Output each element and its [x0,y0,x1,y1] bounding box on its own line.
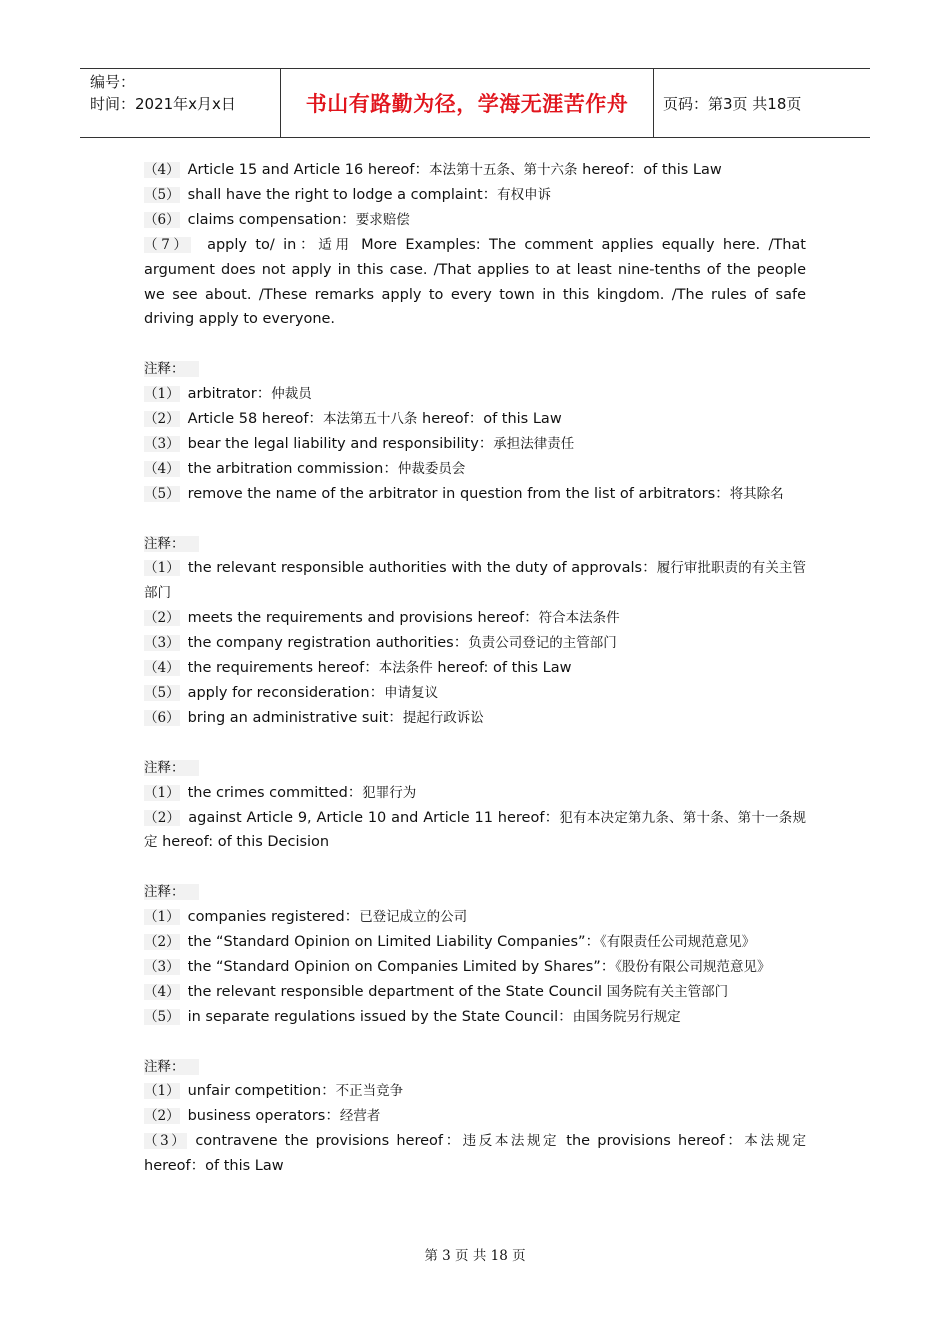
list-item: （5） remove the name of the arbitrator in question from the list of arbitrators：将其除名 [144,485,784,502]
header-motto: 书山有路勤为径，学海无涯苦作舟 [305,91,629,116]
page-footer: 第 3 页 共 18 页 [424,1248,526,1264]
note-heading: 注释： [144,756,806,781]
note-heading: 注释： [144,532,806,557]
header-motto-cell [281,69,654,137]
note-heading: 注释： [144,357,806,382]
list-item: （5） apply for reconsideration：申请复议 [144,685,439,701]
list-item: （4） the relevant responsible department of the State Council 国务院有关主管部门 [144,983,729,1000]
page-header [80,68,870,138]
list-item: （6） bring an administrative suit：提起行政诉讼 [144,709,484,726]
list-item: （2） the “Standard Opinion on Limited Liability Companies”：《有限责任公司规范意见》 [144,934,756,951]
list-item: （4） the requirements hereof：本法条件 hereof: of this Law [144,660,572,677]
header-page-info: 页码：第3页 共18页 [663,94,802,113]
list-item: （5） shall have the right to lodge a complaint：有权申诉 [144,186,552,203]
list-item: （6） claims compensation：要求赔偿 [144,211,410,228]
list-item: （3） bear the legal liability and responsibility：承担法律责任 [144,435,575,452]
list-item: （2） against Article 9, Article 10 and Article 11 hereof：犯有本决定第九条、第十条、第十一条规定 hereof: of this Decision [144,809,807,851]
document-body [144,158,806,1179]
list-item: （2） business operators：经营者 [144,1108,381,1125]
note-heading: 注释： [144,1055,806,1080]
header-date: 时间：2021年x月x日 [90,95,236,113]
list-item: （3） the “Standard Opinion on Companies Limited by Shares”：《股份有限公司规范意见》 [144,958,771,975]
header-meta [80,69,281,137]
list-item: （1） the relevant responsible authorities with the duty of approvals：履行审批职责的有关主管部门 [144,560,807,602]
list-item-examples: （7） apply to/ in：适用 More Examples: The comment applies equally here. /That argument does not apply in this case. /That applies to at least nine-tenths of the people we see about. /These remarks apply to every town in this kingdom. /The rules of safe driving apply to everyone. [144,236,806,328]
list-item: （4） Article 15 and Article 16 hereof：本法第十五条、第十六条 hereof：of this Law [144,162,722,178]
note-heading: 注释： [144,880,806,905]
list-item: （1） arbitrator：仲裁员 [144,386,312,403]
list-item: （5） in separate regulations issued by the State Council：由国务院另行规定 [144,1008,681,1025]
list-item: （2） Article 58 hereof：本法第五十八条 hereof：of this Law [144,411,562,428]
header-serial: 编号： [90,73,136,91]
list-item: （3） the company registration authorities：负责公司登记的主管部门 [144,635,617,652]
list-item: （2） meets the requirements and provisions hereof：符合本法条件 [144,610,620,627]
list-item: （1） unfair competition：不正当竞争 [144,1083,404,1100]
list-item: （1） companies registered：已登记成立的公司 [144,909,468,926]
list-item: （4） the arbitration commission：仲裁委员会 [144,460,466,477]
list-item: （3） contravene the provisions hereof：违反本法规定 the provisions hereof：本法规定 hereof：of this Law [144,1133,807,1175]
list-item: （1） the crimes committed：犯罪行为 [144,784,417,801]
